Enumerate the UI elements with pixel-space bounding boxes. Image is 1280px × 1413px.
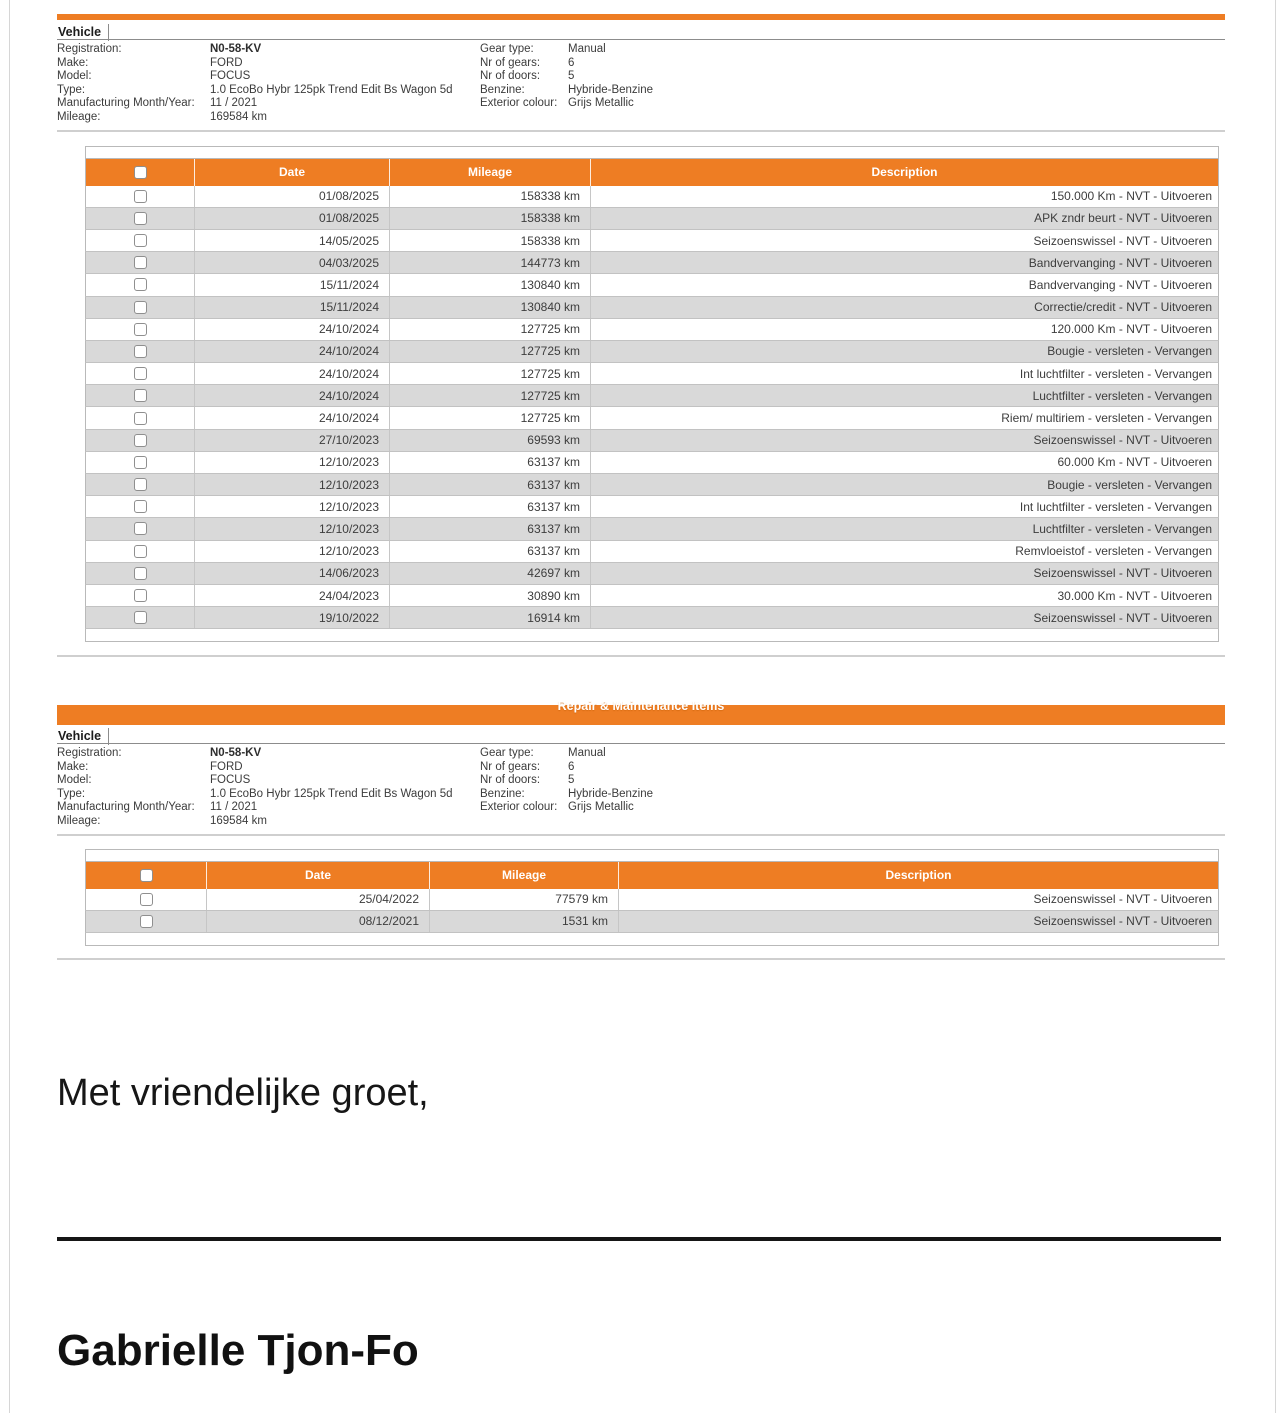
row-checkbox[interactable] — [134, 212, 147, 225]
table-spacer-row — [85, 629, 1219, 642]
table-row — [85, 474, 1219, 496]
repair-section — [57, 699, 1225, 960]
checkbox-cell — [86, 889, 206, 910]
column-header-mileage: Mileage — [429, 862, 618, 889]
mileage-cell: 63137 km — [389, 541, 590, 562]
date-cell: 24/10/2024 — [194, 319, 389, 340]
checkbox-cell — [86, 585, 194, 606]
divider-line — [57, 130, 1225, 132]
mileage-cell: 63137 km — [389, 452, 590, 473]
vehicle-tab-bar — [57, 727, 1225, 744]
description-cell: Correctie/credit - NVT - Uitvoeren — [590, 297, 1218, 318]
description-cell: Remvloeistof - versleten - Vervangen — [590, 541, 1218, 562]
mileage-cell: 130840 km — [389, 274, 590, 295]
field-value: 5 — [568, 774, 575, 787]
field-value: N0-58-KV — [210, 43, 262, 55]
field-value — [568, 111, 1225, 125]
checkbox-cell — [86, 541, 194, 562]
date-cell: 12/10/2023 — [194, 518, 389, 539]
field-label — [480, 111, 568, 125]
field-value: Grijs Metallic — [568, 801, 634, 814]
field-value: FORD — [210, 760, 243, 773]
section-title-bar — [57, 699, 1225, 725]
description-cell: Seizoenswissel - NVT - Uitvoeren — [590, 563, 1218, 584]
field-label: Type: — [57, 787, 86, 800]
date-cell: 01/08/2025 — [194, 186, 389, 207]
field-value: FOCUS — [210, 70, 251, 83]
checkbox-cell — [86, 430, 194, 451]
field-value: 11 / 2021 — [210, 801, 258, 814]
table-spacer-row — [85, 146, 1219, 159]
date-cell: 12/10/2023 — [194, 496, 389, 517]
field-label: Nr of gears: — [480, 56, 541, 69]
mileage-cell: 127725 km — [389, 385, 590, 406]
field-value: FORD — [210, 56, 243, 69]
table-row — [85, 496, 1219, 518]
mileage-cell: 30890 km — [389, 585, 590, 606]
table-spacer-row — [85, 933, 1219, 946]
field-value: Hybride-Benzine — [568, 787, 654, 800]
divider-line — [57, 655, 1225, 657]
description-cell: APK zndr beurt - NVT - Uitvoeren — [590, 208, 1218, 229]
field-label: Manufacturing Month/Year: — [57, 97, 195, 110]
table-row — [85, 186, 1219, 208]
date-cell: 04/03/2025 — [194, 252, 389, 273]
description-cell: Bandvervanging - NVT - Uitvoeren — [590, 252, 1218, 273]
date-cell: 24/10/2024 — [194, 407, 389, 428]
vehicle-info-row — [57, 747, 1225, 761]
field-label: Mileage: — [57, 110, 101, 123]
table-row — [85, 585, 1219, 607]
description-cell: 120.000 Km - NVT - Uitvoeren — [590, 319, 1218, 340]
field-value: 6 — [568, 56, 575, 69]
table-header-row — [85, 159, 1219, 186]
field-label — [480, 815, 568, 829]
field-label: Gear type: — [480, 747, 534, 759]
checkbox-cell — [86, 186, 194, 207]
date-cell: 14/06/2023 — [194, 563, 389, 584]
row-checkbox[interactable] — [140, 915, 153, 928]
mileage-cell: 158338 km — [389, 186, 590, 207]
mileage-cell: 127725 km — [389, 341, 590, 362]
field-label: Benzine: — [480, 83, 525, 96]
date-cell: 12/10/2023 — [194, 474, 389, 495]
field-value: 1.0 EcoBo Hybr 125pk Trend Edit Bs Wagon 5d — [210, 787, 453, 800]
column-header-date: Date — [194, 159, 389, 186]
table-row — [85, 341, 1219, 363]
checkbox-cell — [86, 230, 194, 251]
field-label: Make: — [57, 760, 89, 773]
description-cell: Seizoenswissel - NVT - Uitvoeren — [618, 911, 1218, 932]
column-header-date: Date — [206, 862, 429, 889]
field-label: Mileage: — [57, 814, 101, 827]
checkbox-cell — [86, 319, 194, 340]
date-cell: 12/10/2023 — [194, 452, 389, 473]
maintenance-section — [57, 14, 1225, 657]
table-row — [85, 252, 1219, 274]
section-title: Repair & Maintenance Items — [557, 699, 725, 713]
row-checkbox[interactable] — [134, 456, 147, 469]
select-all-cell — [86, 159, 194, 186]
date-cell: 14/05/2025 — [194, 230, 389, 251]
row-checkbox[interactable] — [134, 611, 147, 624]
row-checkbox[interactable] — [134, 412, 147, 425]
table-row — [85, 430, 1219, 452]
mileage-cell: 127725 km — [389, 319, 590, 340]
checkbox-cell — [86, 563, 194, 584]
row-checkbox[interactable] — [134, 345, 147, 358]
row-checkbox[interactable] — [134, 190, 147, 203]
date-cell: 08/12/2021 — [206, 911, 429, 932]
maintenance-table — [85, 146, 1219, 643]
table-row — [85, 230, 1219, 252]
field-value: 6 — [568, 760, 575, 773]
description-cell: Seizoenswissel - NVT - Uitvoeren — [618, 889, 1218, 910]
select-all-cell — [86, 862, 206, 889]
description-cell: Riem/ multiriem - versleten - Vervangen — [590, 407, 1218, 428]
table-row — [85, 385, 1219, 407]
field-label: Manufacturing Month/Year: — [57, 801, 195, 814]
field-value: 5 — [568, 70, 575, 83]
table-row — [85, 607, 1219, 629]
date-cell: 24/10/2024 — [194, 341, 389, 362]
mileage-cell: 144773 km — [389, 252, 590, 273]
mileage-cell: 69593 km — [389, 430, 590, 451]
mileage-cell: 63137 km — [389, 474, 590, 495]
mileage-cell: 63137 km — [389, 518, 590, 539]
vehicle-info-row — [57, 111, 1225, 125]
row-checkbox[interactable] — [134, 256, 147, 269]
table-spacer-row — [85, 849, 1219, 862]
date-cell: 25/04/2022 — [206, 889, 429, 910]
vehicle-info-row — [57, 801, 1225, 815]
field-value: N0-58-KV — [210, 747, 262, 759]
field-label: Make: — [57, 56, 89, 69]
description-cell: Int luchtfilter - versleten - Vervangen — [590, 363, 1218, 384]
row-checkbox[interactable] — [134, 500, 147, 513]
mileage-cell: 42697 km — [389, 563, 590, 584]
row-checkbox[interactable] — [140, 893, 153, 906]
date-cell: 15/11/2024 — [194, 274, 389, 295]
checkbox-cell — [86, 341, 194, 362]
row-checkbox[interactable] — [134, 234, 147, 247]
table-row — [85, 319, 1219, 341]
vehicle-info-row — [57, 84, 1225, 98]
field-value: 169584 km — [210, 814, 267, 827]
row-checkbox[interactable] — [134, 522, 147, 535]
date-cell: 24/04/2023 — [194, 585, 389, 606]
column-header-description: Description — [590, 159, 1218, 186]
mileage-cell: 130840 km — [389, 297, 590, 318]
table-row — [85, 911, 1219, 933]
checkbox-cell — [86, 452, 194, 473]
vehicle-info-row — [57, 97, 1225, 111]
table-row — [85, 889, 1219, 911]
description-cell: Seizoenswissel - NVT - Uitvoeren — [590, 430, 1218, 451]
row-checkbox[interactable] — [134, 478, 147, 491]
field-value: Manual — [568, 43, 606, 55]
table-row — [85, 208, 1219, 230]
vehicle-info-block — [57, 40, 1225, 125]
mileage-cell: 77579 km — [429, 889, 618, 910]
row-checkbox[interactable] — [134, 589, 147, 602]
description-cell: Int luchtfilter - versleten - Vervangen — [590, 496, 1218, 517]
checkbox-cell — [86, 385, 194, 406]
vehicle-info-row — [57, 761, 1225, 775]
date-cell: 24/10/2024 — [194, 385, 389, 406]
field-label: Registration: — [57, 747, 122, 759]
table-row — [85, 541, 1219, 563]
mileage-cell: 127725 km — [389, 407, 590, 428]
row-checkbox[interactable] — [134, 389, 147, 402]
description-cell: 30.000 Km - NVT - Uitvoeren — [590, 585, 1218, 606]
row-checkbox[interactable] — [134, 434, 147, 447]
description-cell: 60.000 Km - NVT - Uitvoeren — [590, 452, 1218, 473]
field-value: FOCUS — [210, 774, 251, 787]
vehicle-tab: Vehicle — [57, 24, 109, 41]
mileage-cell: 127725 km — [389, 363, 590, 384]
checkbox-cell — [86, 274, 194, 295]
column-header-mileage: Mileage — [389, 159, 590, 186]
row-checkbox[interactable] — [134, 301, 147, 314]
field-label: Gear type: — [480, 43, 534, 55]
page-edge-line-right — [1275, 0, 1276, 1413]
signature-rule — [57, 1237, 1221, 1241]
vehicle-info-row — [57, 815, 1225, 829]
field-value: Manual — [568, 747, 606, 759]
table-row — [85, 363, 1219, 385]
checkbox-cell — [86, 297, 194, 318]
checkbox-cell — [86, 911, 206, 932]
date-cell: 01/08/2025 — [194, 208, 389, 229]
checkbox-cell — [86, 363, 194, 384]
description-cell: 150.000 Km - NVT - Uitvoeren — [590, 186, 1218, 207]
table-row — [85, 518, 1219, 540]
checkbox-cell — [86, 208, 194, 229]
field-value: Grijs Metallic — [568, 97, 634, 110]
description-cell: Luchtfilter - versleten - Vervangen — [590, 518, 1218, 539]
field-label: Nr of doors: — [480, 774, 541, 787]
vehicle-info-row — [57, 788, 1225, 802]
mileage-cell: 16914 km — [389, 607, 590, 628]
field-label: Registration: — [57, 43, 122, 55]
description-cell: Luchtfilter - versleten - Vervangen — [590, 385, 1218, 406]
date-cell: 24/10/2024 — [194, 363, 389, 384]
section-top-strip — [57, 14, 1225, 20]
table-row — [85, 274, 1219, 296]
checkbox-cell — [86, 407, 194, 428]
table-row — [85, 563, 1219, 585]
vehicle-tab: Vehicle — [57, 728, 109, 745]
description-cell: Seizoenswissel - NVT - Uitvoeren — [590, 607, 1218, 628]
repair-table — [85, 849, 1219, 946]
row-checkbox[interactable] — [134, 278, 147, 291]
field-value: 169584 km — [210, 110, 267, 123]
field-label: Benzine: — [480, 787, 525, 800]
page-edge-line-left — [9, 0, 10, 1413]
date-cell: 19/10/2022 — [194, 607, 389, 628]
vehicle-tab-bar — [57, 23, 1225, 40]
field-label: Exterior colour: — [480, 97, 558, 110]
row-checkbox[interactable] — [134, 545, 147, 558]
field-label: Type: — [57, 83, 86, 96]
column-header-description: Description — [618, 862, 1218, 889]
signature-greeting: Met vriendelijke groet, — [57, 1072, 429, 1114]
date-cell: 27/10/2023 — [194, 430, 389, 451]
checkbox-cell — [86, 607, 194, 628]
row-checkbox[interactable] — [134, 323, 147, 336]
vehicle-info-block — [57, 744, 1225, 829]
field-label: Model: — [57, 774, 92, 787]
row-checkbox[interactable] — [134, 367, 147, 380]
field-label: Nr of gears: — [480, 760, 541, 773]
mileage-cell: 63137 km — [389, 496, 590, 517]
description-cell: Seizoenswissel - NVT - Uitvoeren — [590, 230, 1218, 251]
checkbox-cell — [86, 496, 194, 517]
mileage-cell: 158338 km — [389, 230, 590, 251]
field-label: Exterior colour: — [480, 801, 558, 814]
table-row — [85, 297, 1219, 319]
mileage-cell: 1531 km — [429, 911, 618, 932]
field-value: 1.0 EcoBo Hybr 125pk Trend Edit Bs Wagon 5d — [210, 83, 453, 96]
vehicle-info-row — [57, 43, 1225, 57]
vehicle-info-row — [57, 774, 1225, 788]
vehicle-info-row — [57, 57, 1225, 71]
checkbox-cell — [86, 518, 194, 539]
table-header-row — [85, 862, 1219, 889]
field-label: Nr of doors: — [480, 70, 541, 83]
field-label: Model: — [57, 70, 92, 83]
field-value — [568, 815, 1225, 829]
divider-line — [57, 958, 1225, 960]
table-row — [85, 452, 1219, 474]
description-cell: Bougie - versleten - Vervangen — [590, 341, 1218, 362]
divider-line — [57, 834, 1225, 836]
signature-name: Gabrielle Tjon-Fo — [57, 1326, 419, 1375]
field-value: 11 / 2021 — [210, 97, 258, 110]
field-value: Hybride-Benzine — [568, 83, 654, 96]
table-row — [85, 407, 1219, 429]
description-cell: Bandvervanging - NVT - Uitvoeren — [590, 274, 1218, 295]
mileage-cell: 158338 km — [389, 208, 590, 229]
select-all-checkbox[interactable] — [140, 869, 153, 882]
row-checkbox[interactable] — [134, 567, 147, 580]
vehicle-info-row — [57, 70, 1225, 84]
select-all-checkbox[interactable] — [134, 166, 147, 179]
description-cell: Bougie - versleten - Vervangen — [590, 474, 1218, 495]
date-cell: 15/11/2024 — [194, 297, 389, 318]
checkbox-cell — [86, 252, 194, 273]
date-cell: 12/10/2023 — [194, 541, 389, 562]
checkbox-cell — [86, 474, 194, 495]
